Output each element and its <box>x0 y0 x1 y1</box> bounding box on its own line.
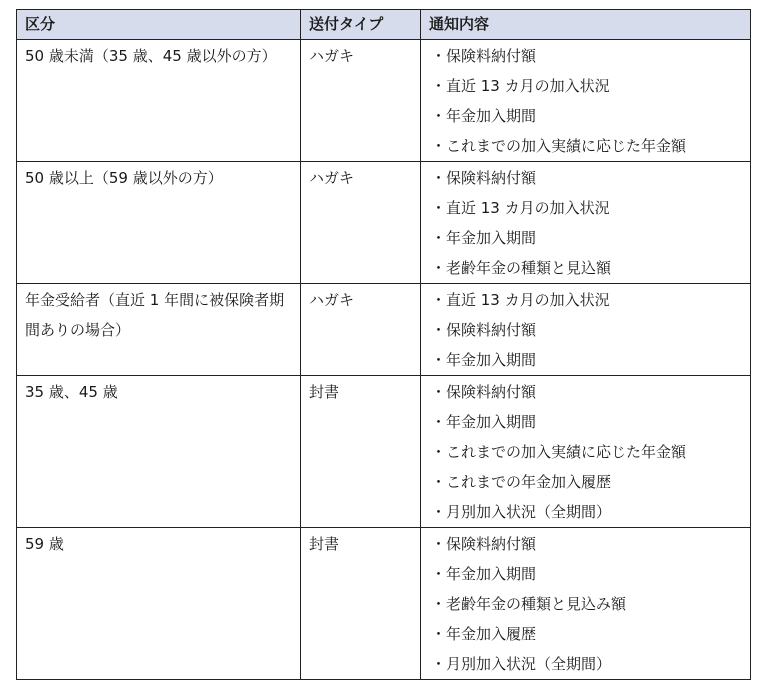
content-item: ・老齢年金の種類と見込み額 <box>431 595 627 613</box>
row-type: ハガキ <box>301 284 421 376</box>
row-type: ハガキ <box>301 40 421 162</box>
row-category: 50 歳以上（59 歳以外の方） <box>17 162 301 284</box>
content-item: ・年金加入期間 <box>431 351 537 369</box>
content-item: ・年金加入期間 <box>431 229 537 247</box>
content-item: ・保険料納付額 <box>431 321 537 339</box>
content-item: ・年金加入期間 <box>431 413 537 431</box>
content-item: ・年金加入履歴 <box>431 625 537 643</box>
header-category: 区分 <box>17 10 301 40</box>
content-item: ・保険料納付額 <box>431 535 537 553</box>
row-type: 封書 <box>301 528 421 680</box>
content-item: ・年金加入期間 <box>431 107 537 125</box>
content-item: ・年金加入期間 <box>431 565 537 583</box>
row-category: 50 歳未満（35 歳、45 歳以外の方） <box>17 40 301 162</box>
row-contents <box>421 284 751 376</box>
table-row <box>17 284 751 376</box>
table-row <box>17 376 751 528</box>
content-item: ・直近 13 カ月の加入状況 <box>431 291 610 309</box>
header-contents: 通知内容 <box>421 10 751 40</box>
row-category: 35 歳、45 歳 <box>17 376 301 528</box>
content-item: ・月別加入状況（全期間） <box>431 655 612 673</box>
row-category: 59 歳 <box>17 528 301 680</box>
row-contents <box>421 528 751 680</box>
content-item: ・直近 13 カ月の加入状況 <box>431 77 610 95</box>
row-contents <box>421 40 751 162</box>
row-type: ハガキ <box>301 162 421 284</box>
row-type: 封書 <box>301 376 421 528</box>
table-header-row <box>17 10 751 40</box>
content-item: ・これまでの加入実績に応じた年金額 <box>431 137 687 155</box>
content-item: ・直近 13 カ月の加入状況 <box>431 199 610 217</box>
content-item: ・保険料納付額 <box>431 47 537 65</box>
table-row <box>17 528 751 680</box>
content-item: ・これまでの加入実績に応じた年金額 <box>431 443 687 461</box>
content-item: ・これまでの年金加入履歴 <box>431 473 612 491</box>
row-contents <box>421 162 751 284</box>
row-contents <box>421 376 751 528</box>
notification-table-wrapper <box>16 9 751 680</box>
content-item: ・保険料納付額 <box>431 383 537 401</box>
content-item: ・老齢年金の種類と見込額 <box>431 259 612 277</box>
row-category: 年金受給者（直近 1 年間に被保険者期間ありの場合） <box>17 284 301 376</box>
content-item: ・保険料納付額 <box>431 169 537 187</box>
table-row <box>17 162 751 284</box>
header-type: 送付タイプ <box>301 10 421 40</box>
notification-table <box>16 9 751 680</box>
content-item: ・月別加入状況（全期間） <box>431 503 612 521</box>
table-row <box>17 40 751 162</box>
